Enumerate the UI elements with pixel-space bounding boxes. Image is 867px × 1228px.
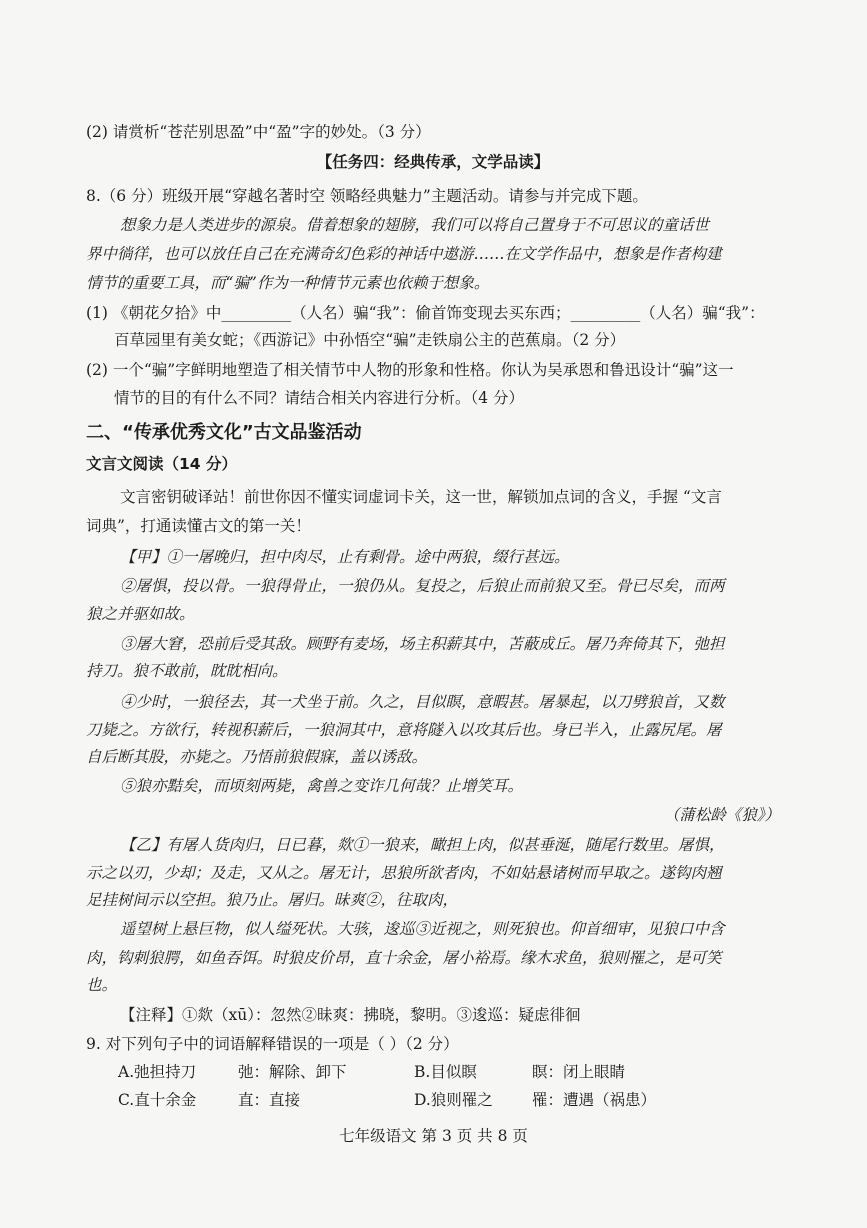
yi-paragraph-1: 【乙】有屠人货肉归，日已暮，欻①一狼来，瞰担上肉，似甚垂涎，随尾行数里。屠惧，: [120, 836, 725, 854]
question-8-intro: 8.（6 分）班级开展“穿越名著时空 领略经典魅力”主题活动。请参与并完成下题。: [86, 187, 648, 205]
task4-heading: 【任务四：经典传承，文学品读】: [316, 153, 550, 171]
q8-passage-line: 界中徜徉，也可以放任自己在充满奇幻色彩的神话中遨游……在文学作品中，想象是作者构建: [86, 245, 722, 263]
option-b-meaning: 瞑：闭上眼睛: [532, 1063, 626, 1081]
yi-paragraph-2-cont: 肉，钩刺狼腭，如鱼吞饵。时狼皮价昂，直十余金，屠小裕焉。缘木求鱼，狼则罹之，是可笑: [86, 949, 722, 967]
jia-source: （蒲松龄《狼》）: [663, 806, 780, 824]
jia-paragraph-2: ②屠惧，投以骨。一狼得骨止，一狼仍从。复投之，后狼止而前狼又至。骨已尽矣，而两: [120, 577, 725, 595]
question-8-1: (1) 《朝花夕拾》中_________（人名）骗“我”：偷首饰变现去买东西；_________（人名）骗“我”：: [86, 304, 765, 322]
option-c-meaning: 直：直接: [238, 1091, 301, 1109]
section-2-heading: 二、“传承优秀文化”古文品鉴活动: [86, 422, 362, 443]
option-a-sentence: A.弛担持刀: [118, 1063, 197, 1081]
jia-paragraph-2-cont: 狼之并驱如故。: [86, 605, 195, 623]
reading-heading: 文言文阅读（14 分）: [86, 455, 237, 473]
yi-paragraph-2: 遥望树上悬巨物，似人缢死状。大骇，逡巡③近视之，则死狼也。仰首细审，见狼口中含: [120, 920, 725, 938]
annotation-notes: 【注释】①欻（xū）：忽然②昧爽：拂晓，黎明。③逡巡：疑虑徘徊: [120, 1006, 581, 1024]
option-c-sentence: C.直十余金: [118, 1091, 197, 1109]
yi-paragraph-1-cont: 足挂树间示以空担。狼乃止。屠归。昧爽②，往取肉，: [86, 891, 459, 909]
page-footer: 七年级语文 第 3 页 共 8 页: [339, 1127, 528, 1145]
jia-paragraph-1: 【甲】①一屠晚归，担中肉尽，止有剩骨。途中两狼，缀行甚远。: [120, 548, 570, 566]
jia-paragraph-4-cont: 自后断其股，亦毙之。乃悟前狼假寐，盖以诱敌。: [86, 748, 428, 766]
option-d-sentence: D.狼则罹之: [414, 1091, 493, 1109]
question-8-2-cont: 情节的目的有什么不同？请结合相关内容进行分析。（4 分）: [114, 389, 525, 407]
yi-paragraph-2-cont: 也。: [86, 976, 118, 994]
option-b-sentence: B.目似瞑: [414, 1063, 477, 1081]
question-9: 9. 对下列句子中的词语解释错误的一项是（ ）（2 分）: [86, 1035, 459, 1053]
reading-intro-cont: 词典”，打通读懂古文的第一关！: [86, 517, 311, 535]
yi-paragraph-1-cont: 示之以刃，少却；及走，又从之。屠无计，思狼所欲者肉，不如姑悬诸树而早取之。遂钩肉翘: [86, 864, 722, 882]
q8-passage-line: 想象力是人类进步的源泉。借着想象的翅膀，我们可以将自己置身于不可思议的童话世: [120, 216, 710, 234]
jia-paragraph-4: ④少时，一狼径去，其一犬坐于前。久之，目似瞑，意暇甚。屠暴起，以刀劈狼首，又数: [120, 693, 725, 711]
jia-paragraph-4-cont: 刀毙之。方欲行，转视积薪后，一狼洞其中，意将隧入以攻其后也。身已半入，止露尻尾。屠: [86, 721, 722, 739]
question-8-1-cont: 百草园里有美女蛇；《西游记》中孙悟空“骗”走铁扇公主的芭蕉扇。（2 分）: [114, 331, 626, 349]
question-7-2: (2) 请赏析“苍茫别思盈”中“盈”字的妙处。（3 分）: [86, 123, 431, 141]
jia-paragraph-3: ③屠大窘，恐前后受其敌。顾野有麦场，场主积薪其中，苫蔽成丘。屠乃奔倚其下，弛担: [120, 635, 725, 653]
question-8-2: (2) 一个“骗”字鲜明地塑造了相关情节中人物的形象和性格。你认为吴承恩和鲁迅设计“骗”这一: [86, 361, 734, 379]
jia-paragraph-3-cont: 持刀。狼不敢前，眈眈相向。: [86, 662, 288, 680]
option-d-meaning: 罹：遭遇（祸患）: [532, 1091, 657, 1109]
q8-passage-line: 情节的重要工具，而“骗”作为一种情节元素也依赖于想象。: [86, 274, 490, 292]
jia-paragraph-5: ⑤狼亦黠矣，而顷刻两毙，禽兽之变诈几何哉？止增笑耳。: [120, 777, 524, 795]
reading-intro: 文言密钥破译站！前世你因不懂实词虚词卡关，这一世，解锁加点词的含义，手握 “文言: [120, 488, 722, 506]
option-a-meaning: 弛：解除、卸下: [238, 1063, 347, 1081]
